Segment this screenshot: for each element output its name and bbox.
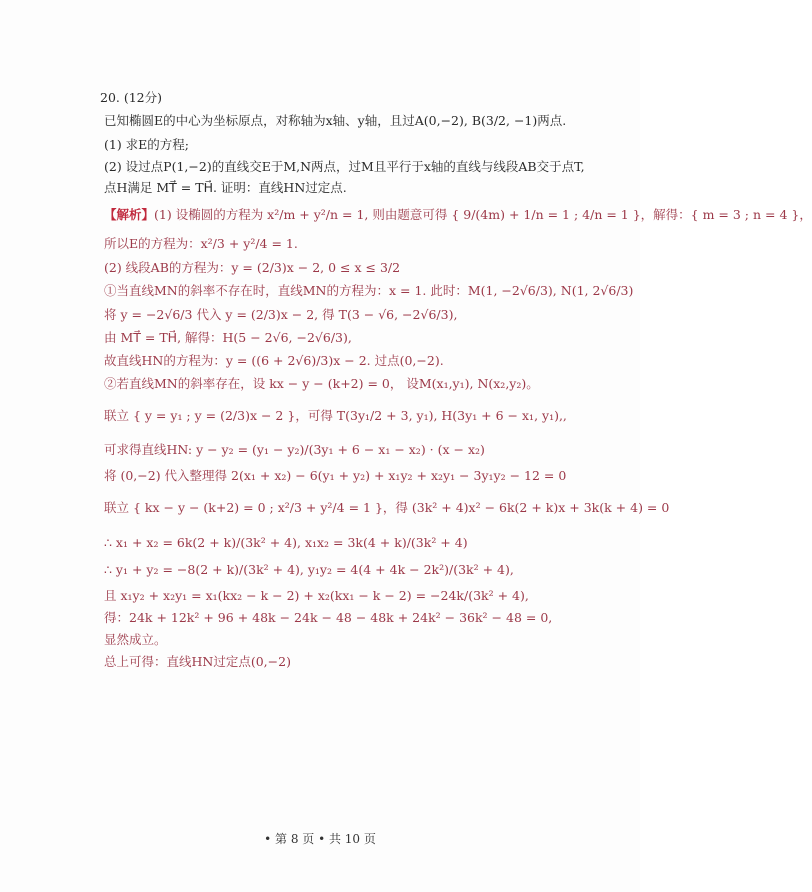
solution-line: 由 MT⃗ = TH⃗, 解得：H(5 − 2√6, −2√6/3), — [104, 330, 352, 345]
solution-line: 将 y = −2√6/3 代入 y = (2/3)x − 2, 得 T(3 − √6, −2√6/3), — [104, 307, 458, 322]
solution-text: (1) 设椭圆的方程为 x²/m + y²/n = 1, 则由题意可得 { 9/(4m) + 1/n = 1 ; 4/n = 1 }，解得：{ m = 3 ; n = 4 }， — [154, 207, 812, 222]
solution-line: (2) 线段AB的方程为：y = (2/3)x − 2, 0 ≤ x ≤ 3/2 — [104, 260, 401, 275]
solution-line: 所以E的方程为：x²/3 + y²/4 = 1. — [104, 236, 298, 251]
solution-line: 联立 { kx − y − (k+2) = 0 ; x²/3 + y²/4 = 1 }，得 (3k² + 4)x² − 6k(2 + k)x + 3k(k + 4) = 0 — [104, 500, 670, 515]
solution-line: ②若直线MN的斜率存在，设 kx − y − (k+2) = 0， 设M(x₁,y₁), N(x₂,y₂)。 — [104, 376, 539, 391]
solution-line: 得：24k + 12k² + 96 + 48k − 24k − 48 − 48k + 24k² − 36k² − 48 = 0, — [104, 610, 553, 625]
solution-line: 总上可得：直线HN过定点(0,−2) — [104, 654, 291, 669]
page-footer: • 第 8 页 • 共 10 页 — [264, 832, 376, 846]
solution-line: 联立 { y = y₁ ; y = (2/3)x − 2 }，可得 T(3y₁/2 + 3, y₁), H(3y₁ + 6 − x₁, y₁),, — [104, 408, 567, 423]
solution-line: ∴ y₁ + y₂ = −8(2 + k)/(3k² + 4), y₁y₂ = 4(4 + 4k − 2k²)/(3k² + 4), — [104, 562, 514, 577]
solution-line: 显然成立。 — [104, 632, 167, 647]
solution-line: 可求得直线HN: y − y₂ = (y₁ − y₂)/(3y₁ + 6 − x₁ − x₂) · (x − x₂) — [104, 442, 485, 457]
question-part-2-cont: 点H满足 MT⃗ = TH⃗. 证明：直线HN过定点. — [104, 180, 347, 195]
solution-line: 故直线HN的方程为：y = ((6 + 2√6)/3)x − 2. 过点(0,−2). — [104, 353, 444, 368]
question-number: 20. (12分) — [100, 90, 163, 105]
solution-tag: 【解析】 — [104, 207, 155, 222]
solution-line-1 — [104, 207, 812, 223]
question-part-2: (2) 设过点P(1,−2)的直线交E于M,N两点，过M且平行于x轴的直线与线段AB交于点T, — [104, 159, 585, 174]
solution-line: 且 x₁y₂ + x₂y₁ = x₁(kx₂ − k − 2) + x₂(kx₁ − k − 2) = −24k/(3k² + 4), — [104, 588, 529, 603]
question-stem: 已知椭圆E的中心为坐标原点，对称轴为x轴、y轴，且过A(0,−2), B(3/2, −1)两点. — [104, 113, 567, 128]
solution-line: ①当直线MN的斜率不存在时，直线MN的方程为：x = 1. 此时：M(1, −2√6/3), N(1, 2√6/3) — [104, 283, 634, 298]
question-part-1: (1) 求E的方程; — [104, 137, 190, 152]
solution-line: 将 (0,−2) 代入整理得 2(x₁ + x₂) − 6(y₁ + y₂) + x₁y₂ + x₂y₁ − 3y₁y₂ − 12 = 0 — [104, 468, 567, 483]
solution-line: ∴ x₁ + x₂ = 6k(2 + k)/(3k² + 4), x₁x₂ = 3k(4 + k)/(3k² + 4) — [104, 535, 468, 550]
